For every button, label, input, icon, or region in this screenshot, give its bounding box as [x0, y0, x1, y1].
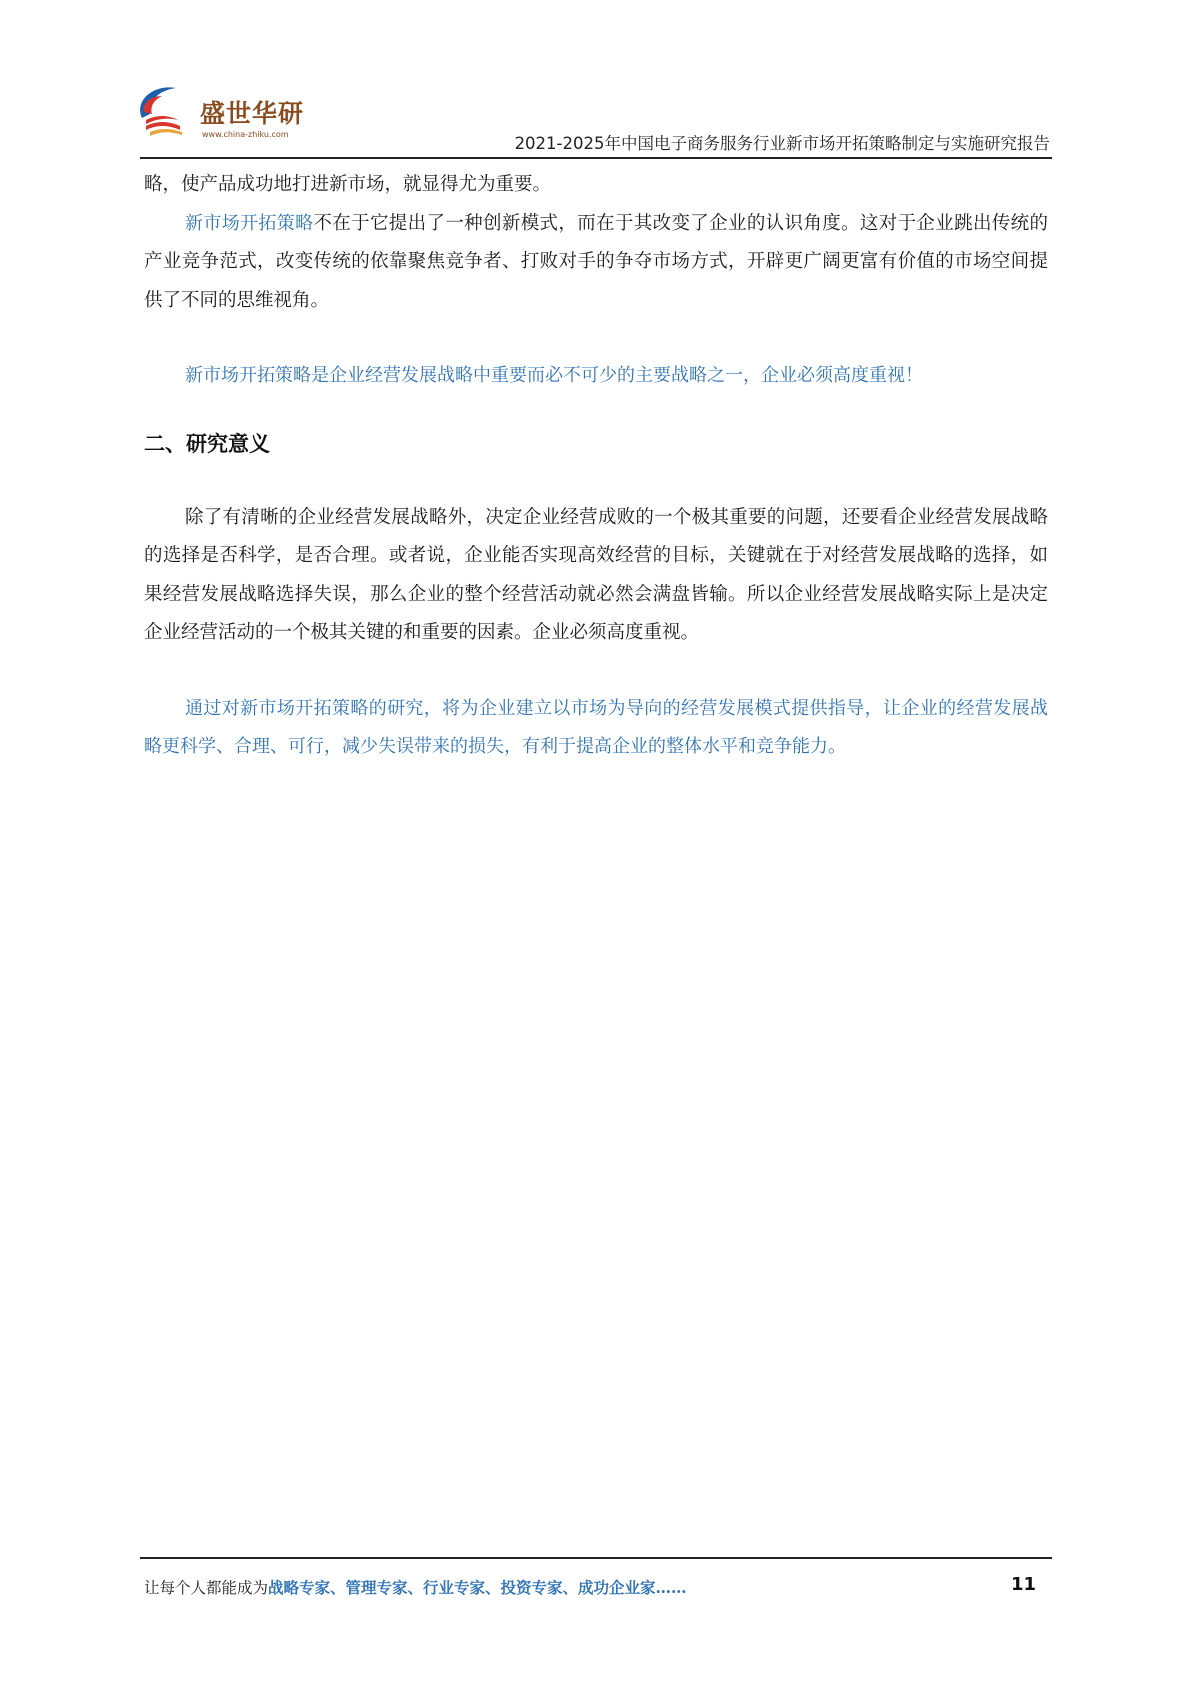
paragraph-text: 不在于它提出了一种创新模式，而在于其改变了企业的认识角度。这对于企业跳出传统的产业竞争范式，改变传统的依靠聚焦竞争者、打败对手的争夺市场方式，开辟更广阔更富有价值的市场空间提供了不同的思维视角。: [144, 212, 1049, 311]
page-number: 11: [1010, 1574, 1036, 1595]
slogan-prefix: 让每个人都能成为: [144, 1579, 269, 1597]
footer-divider: [140, 1557, 1052, 1559]
page-header: [140, 80, 1052, 158]
slogan-highlight: 战略专家、管理专家、行业专家、投资专家、成功企业家……: [268, 1578, 687, 1597]
paragraph-strategy-definition: [144, 205, 1048, 321]
paragraph-research-significance: 除了有清晰的企业经营发展战略外，决定企业经营成败的一个极其重要的问题，还要看企业经营发展战略的选择是否科学，是否合理。或者说，企业能否实现高效经营的目标，关键就在于对经营发展战略的选择，如果经营发展战略选择失误，那么企业的整个经营活动就必然会满盘皆输。所以企业经营发展战略实际上是决定企业经营活动的一个极其关键的和重要的因素。企业必须高度重视。: [144, 506, 1048, 643]
header-divider: [140, 157, 1052, 159]
logo-emblem-icon: [132, 82, 196, 146]
paragraph-research-conclusion: 通过对新市场开拓策略的研究，将为企业建立以市场为导向的经营发展模式提供指导，让企业的经营发展战略更科学、合理、可行，减少失误带来的损失，有利于提高企业的整体水平和竞争能力。: [144, 697, 1048, 757]
main-content: [144, 166, 1048, 767]
logo-website: www.china-zhiku.com: [202, 130, 289, 139]
highlight-term: 新市场开拓策略: [185, 212, 314, 234]
paragraph-continuation: [144, 166, 1048, 205]
paragraph-text: 略，使产品成功地打进新市场，就显得尤为重要。: [144, 174, 552, 195]
paragraph-emphasis: 新市场开拓策略是企业经营发展战略中重要而必不可少的主要战略之一，企业必须高度重视！: [185, 365, 923, 386]
company-logo: [140, 80, 340, 150]
report-title: 2021-2025年中国电子商务服务行业新市场开拓策略制定与实施研究报告: [514, 134, 1050, 153]
logo-brand-name: 盛世华研: [200, 99, 305, 128]
footer-slogan: [144, 1576, 687, 1598]
section-heading: 二、研究意义: [144, 431, 270, 456]
